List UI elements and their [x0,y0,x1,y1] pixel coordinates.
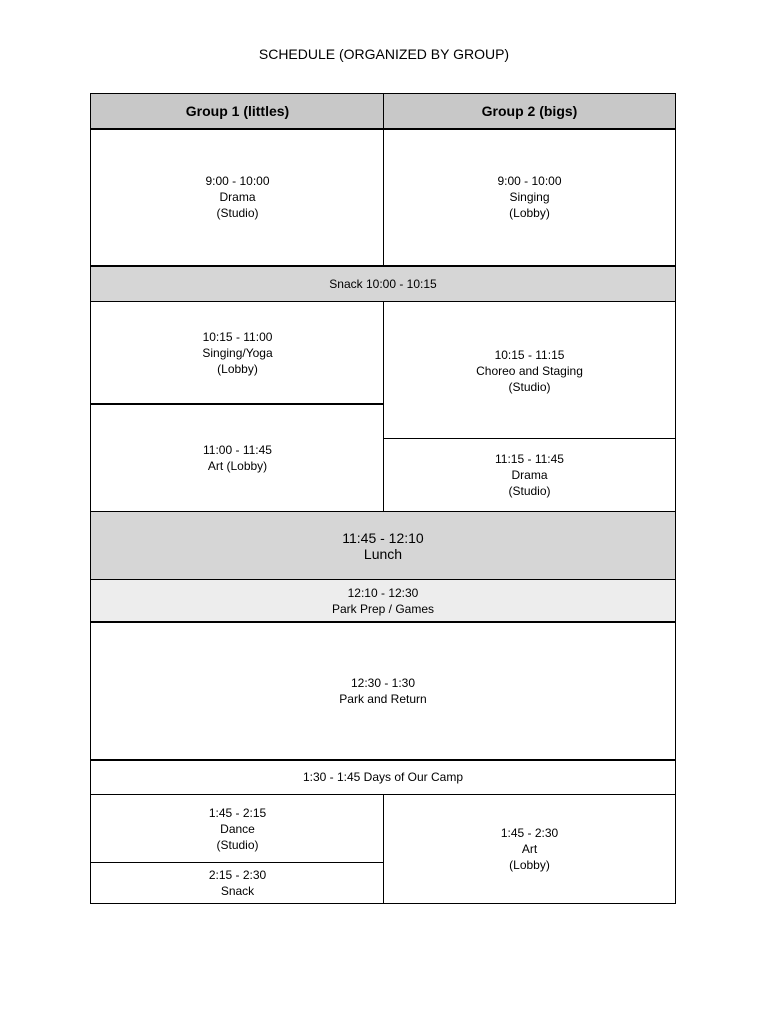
cell-location: (Lobby) [509,206,550,220]
row-divider [384,438,675,439]
days-of-camp-row: 1:30 - 1:45 Days of Our Camp [302,770,464,784]
cell-time: 11:00 - 11:45 [203,443,272,457]
row-divider [91,759,675,761]
cell-activity: Singing/Yoga [202,345,273,360]
cell-location: (Studio) [216,206,259,220]
header-group-2: Group 2 (bigs) [384,94,675,128]
park-label: Park and Return [339,692,427,706]
park-prep-time: 12:10 - 12:30 [347,585,419,600]
cell-activity: Snack [220,884,255,898]
cell-location: (Studio) [216,837,259,852]
snack-row: Snack 10:00 - 10:15 [91,267,675,301]
cell-activity: Drama [219,190,256,204]
cell-time: 9:00 - 10:00 [497,174,562,188]
cell-time: 1:45 - 2:30 [500,826,559,840]
column-divider [383,794,384,904]
park-time: 12:30 - 1:30 [350,676,416,690]
column-divider [383,301,384,512]
cell-activity: Drama [511,468,548,482]
cell-time: 10:15 - 11:15 [494,347,565,362]
cell-activity: Art (Lobby) [207,459,268,473]
cell-time: 1:45 - 2:15 [208,805,267,820]
cell-time: 9:00 - 10:00 [205,174,270,188]
schedule-table [90,93,676,904]
cell-activity: Singing [509,190,550,204]
group1-dance-cell [91,795,384,862]
lunch-row [91,512,675,579]
group2-drama-cell [384,439,675,511]
header-group-1: Group 1 (littles) [91,94,384,128]
cell-location: (Studio) [508,379,551,394]
page-title: SCHEDULE (ORGANIZED BY GROUP) [258,46,510,62]
group1-singing-yoga-cell [91,302,384,403]
group2-choreo-cell [384,302,675,439]
group1-art-cell [91,405,384,511]
cell-location: (Lobby) [509,858,550,872]
lunch-time: 11:45 - 12:10 [342,529,424,546]
row-divider [91,579,675,580]
park-row [91,623,675,759]
row-divider [91,403,384,405]
cell-time: 11:15 - 11:45 [495,452,564,466]
group1-drama-cell [91,129,384,265]
park-prep-row [91,580,675,621]
park-prep-label: Park Prep / Games [331,601,435,616]
cell-activity: Art [521,842,538,856]
cell-time: 2:15 - 2:30 [208,868,267,882]
cell-location: (Lobby) [217,361,258,376]
group1-snack-cell [91,863,384,903]
cell-location: (Studio) [508,484,551,498]
cell-time: 10:15 - 11:00 [202,329,273,344]
column-divider [383,94,384,266]
lunch-label: Lunch [363,545,403,562]
row-divider [91,862,384,863]
row-divider [91,621,675,623]
group2-art-cell [384,795,675,903]
cell-activity: Dance [220,821,255,836]
group2-singing-cell [384,129,675,265]
cell-activity: Choreo and Staging [476,363,583,378]
